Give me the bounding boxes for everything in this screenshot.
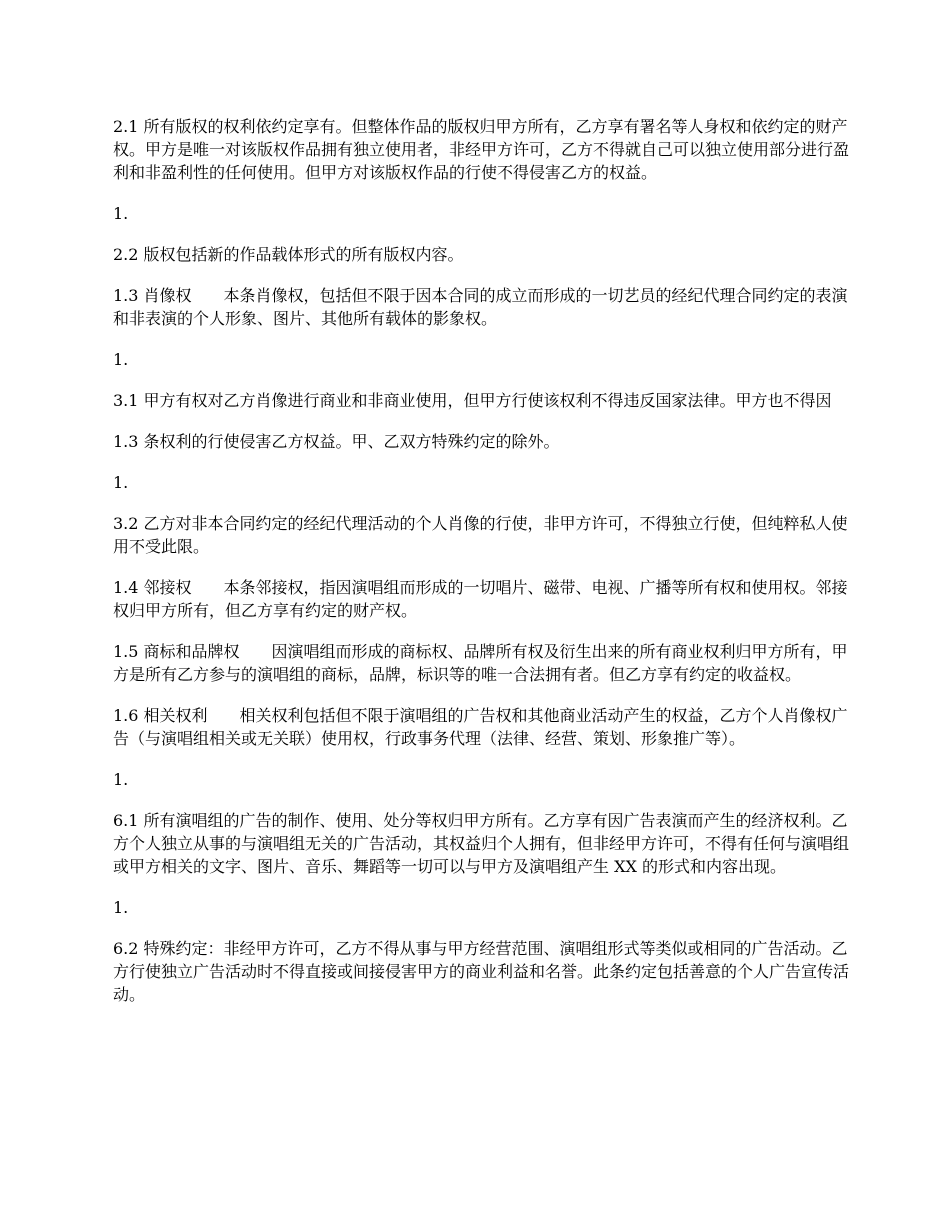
paragraph-1-3-continued: 1.3 条权利的行使侵害乙方权益。甲、乙双方特殊约定的除外。 [113,432,560,451]
paragraph-2-2: 2.2 版权包括新的作品载体形式的所有版权内容。 [113,245,464,264]
paragraph-6-2: 6.2 特殊约定：非经甲方许可，乙方不得从事与甲方经营范围、演唱组形式等类似或相同的广告活动。乙方行使独立广告活动时不得直接或间接侵害甲方的商业利益和名誉。此条约定包括善意的个人广告宣传活动。 [113,939,850,1004]
paragraph-list-marker: 1. [113,898,129,917]
document-body [113,115,853,1024]
paragraph-list-marker: 1. [113,350,129,369]
paragraph-1-6-related-rights: 1.6 相关权利 相关权利包括但不限于演唱组的广告权和其他商业活动产生的权益，乙方个人肖像权广告（与演唱组相关或无关联）使用权，行政事务代理（法律、经营、策划、形象推广等）。 [113,706,848,748]
paragraph-1-4-neighboring-right: 1.4 邻接权 本条邻接权，指因演唱组而形成的一切唱片、磁带、电视、广播等所有权和使用权。邻接权归甲方所有，但乙方享有约定的财产权。 [113,578,848,620]
paragraph-2-1: 2.1 所有版权的权利依约定享有。但整体作品的版权归甲方所有，乙方享有署名等人身权和依约定的财产权。甲方是唯一对该版权作品拥有独立使用者，非经甲方许可，乙方不得就自己可以独立使用部分进行盈利和非盈利性的任何使用。但甲方对该版权作品的行使不得侵害乙方的权益。 [113,117,850,182]
paragraph-1-5-trademark-brand: 1.5 商标和品牌权 因演唱组而形成的商标权、品牌所有权及衍生出来的所有商业权利归甲方所有，甲方是所有乙方参与的演唱组的商标，品牌，标识等的唯一合法拥有者。但乙方享有约定的收益权。 [113,642,848,684]
paragraph-list-marker: 1. [113,204,129,223]
paragraph-1-3-portrait-right: 1.3 肖像权 本条肖像权，包括但不限于因本合同的成立而形成的一切艺员的经纪代理合同约定的表演和非表演的个人形象、图片、其他所有载体的影象权。 [113,286,848,328]
paragraph-list-marker: 1. [113,770,129,789]
paragraph-list-marker: 1. [113,473,129,492]
paragraph-3-2: 3.2 乙方对非本合同约定的经纪代理活动的个人肖像的行使，非甲方许可，不得独立行使，但纯粹私人使用不受此限。 [113,514,848,556]
paragraph-3-1: 3.1 甲方有权对乙方肖像进行商业和非商业使用，但甲方行使该权利不得违反国家法律。甲方也不得因 [113,391,832,410]
paragraph-6-1: 6.1 所有演唱组的广告的制作、使用、处分等权归甲方所有。乙方享有因广告表演而产生的经济权利。乙方个人独立从事的与演唱组无关的广告活动，其权益归个人拥有，但非经甲方许可，不得有任何与演唱组或甲方相关的文字、图片、音乐、舞蹈等一切可以与甲方及演唱组产生 XX 的形式和内容出现。 [113,811,850,876]
